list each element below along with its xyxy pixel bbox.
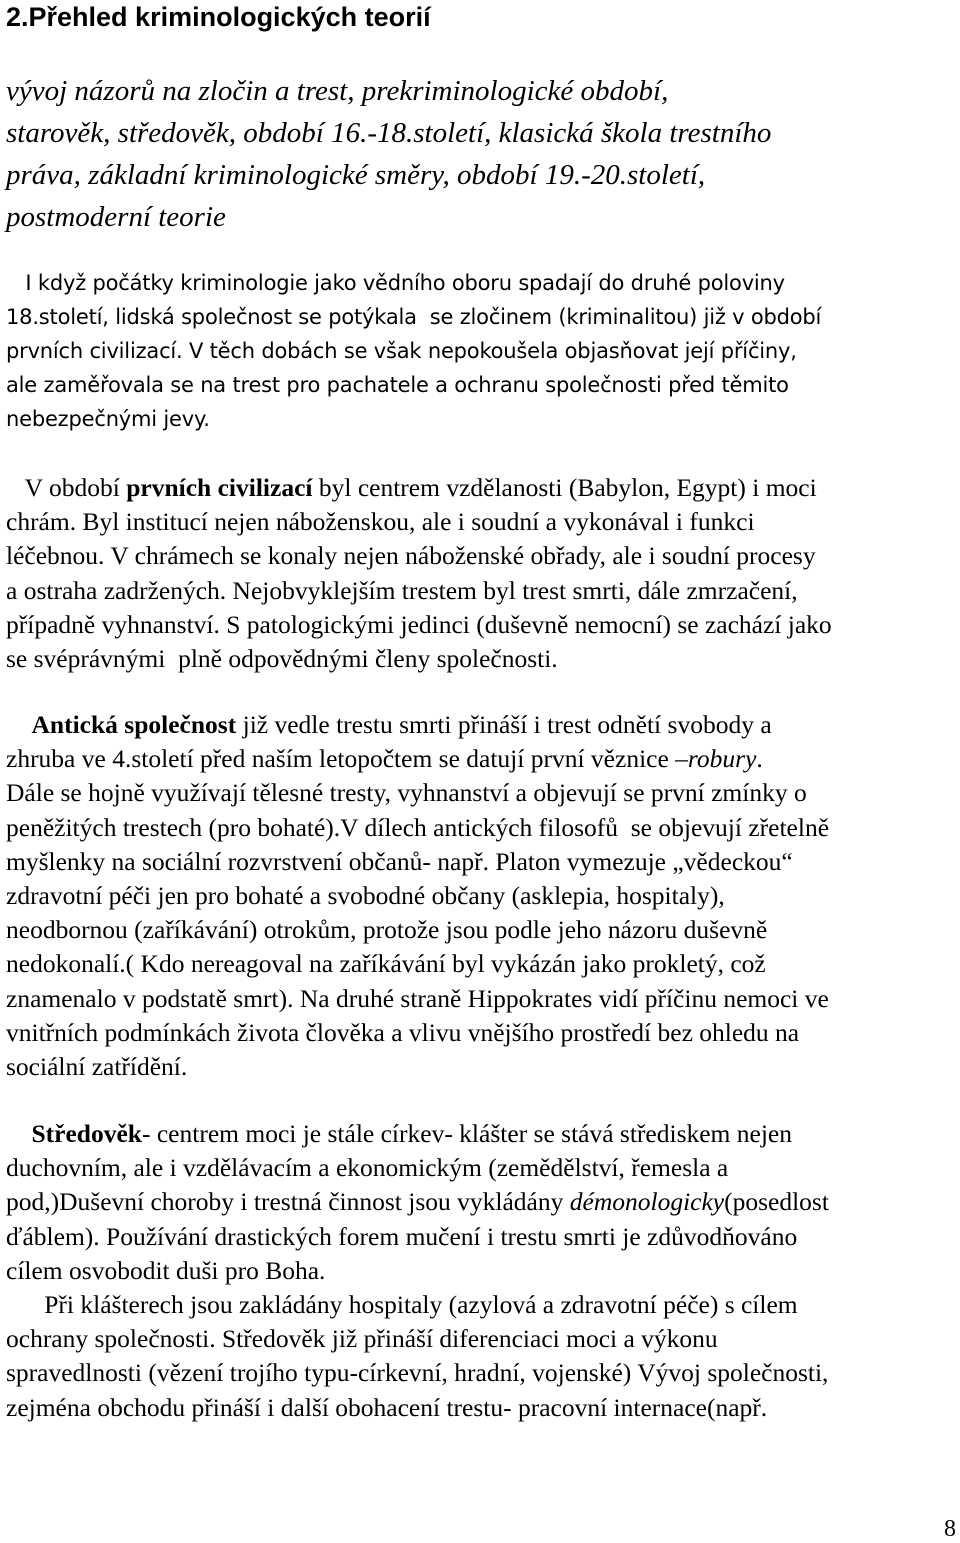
paragraph-line (6, 471, 954, 505)
paragraph-line: ochrany společnosti. Středověk již přináší diferenciaci moci a výkonu (6, 1324, 718, 1354)
paragraph-line: zejména obchodu přináší i další obohacení trestu- pracovní internace(např. (6, 1392, 768, 1422)
paragraph-text (6, 710, 32, 739)
paragraph-line: případně vyhnanství. S patologickými jedinci (duševně nemocní) se zachází jako (6, 609, 832, 639)
paragraph-line: chrám. Byl institucí nejen náboženskou, ale i soudní a vykonával i funkci (6, 507, 755, 537)
paragraph-text: zhruba ve 4.století před naším letopočtem se datují první věznice – (6, 744, 688, 774)
civilizations-paragraph (6, 471, 954, 676)
chapter-heading: 2.Přehled kriminologických teorií (6, 2, 431, 32)
paragraph-line: myšlenky na sociální rozvrstvení občanů- např. Platon vymezuje „vědeckou“ (6, 846, 793, 876)
page-number: 8 (944, 1516, 956, 1542)
paragraph-line (6, 742, 954, 776)
paragraph-line: sociální zatřídění. (6, 1052, 188, 1082)
paragraph-line: a ostraha zadržených. Nejobvyklejším trestem byl trest smrti, dále zmrzačení, (6, 575, 798, 605)
section-keyword: Antická společnost (31, 710, 237, 739)
paragraph-line: peněžitých trestech (pro bohaté).V dílech antických filosofů se objevují zřetelně (6, 812, 830, 842)
paragraph-line: neodbornou (zaříkávání) otrokům, protože jsou podle jeho názoru duševně (6, 915, 768, 945)
paragraph-line: ale zaměřovala se na trest pro pachatele a ochranu společnosti před těmito (6, 373, 789, 397)
paragraph-line: se svéprávnými plně odpovědnými členy společnosti. (6, 644, 558, 674)
section-keyword: prvních civilizací (126, 473, 313, 502)
chapter-subtitle (6, 70, 906, 238)
paragraph-line (6, 1185, 954, 1219)
paragraph-line: nedokonalí.( Kdo nereagoval na zaříkávání byl vykázán jako prokletý, což (6, 949, 766, 979)
paragraph-text (6, 1119, 32, 1148)
subtitle-line: starověk, středověk, období 16.-18.století, klasická škola trestního (6, 117, 772, 149)
paragraph-line (6, 708, 954, 742)
paragraph-text: byl centrem vzdělanosti (Babylon, Egypt) i moci (312, 473, 817, 502)
section-keyword: Středověk (31, 1119, 142, 1148)
emphasized-term: robury (687, 744, 757, 774)
paragraph-line (6, 1117, 954, 1151)
paragraph-line: ďáblem). Používání drastických forem mučení i trestu smrti je zdůvodňováno (6, 1221, 798, 1251)
paragraph-text: již vedle trestu smrti přináší i trest odnětí svobody a (236, 710, 772, 739)
intro-paragraph (6, 266, 954, 436)
paragraph-line: cílem osvobodit duši pro Boha. (6, 1255, 326, 1285)
paragraph-line: Dále se hojně využívají tělesné tresty, vyhnanství a objevují se první zmínky o (6, 778, 807, 808)
paragraph-line: vnitřních podmínkách života člověka a vlivu vnějšího prostředí bez ohledu na (6, 1017, 800, 1047)
subtitle-line: vývoj názorů na zločin a trest, prekriminologické období, (6, 75, 669, 107)
paragraph-text: V období (6, 473, 127, 502)
paragraph-line: I když počátky kriminologie jako vědního oboru spadají do druhé poloviny (6, 271, 785, 295)
paragraph-line: prvních civilizací. V těch dobách se však nepokoušela objasňovat její příčiny, (6, 339, 797, 363)
paragraph-line: 18.století, lidská společnost se potýkala se zločinem (kriminalitou) již v období (6, 305, 822, 329)
paragraph-text: (posedlost (724, 1187, 829, 1217)
paragraph-text: pod,)Duševní choroby i trestná činnost jsou vykládány (6, 1187, 570, 1217)
paragraph-text: . (756, 744, 763, 774)
emphasized-term: démonologicky (569, 1187, 725, 1217)
paragraph-line: zdravotní péči jen pro bohaté a svobodné občany (asklepia, hospitaly), (6, 881, 725, 911)
paragraph-line: léčebnou. V chrámech se konaly nejen náboženské obřady, ale i soudní procesy (6, 541, 816, 571)
paragraph-line: duchovním, ale i vzdělávacím a ekonomickým (zemědělství, řemesla a (6, 1153, 729, 1183)
antiquity-paragraph (6, 708, 954, 1084)
paragraph-line: nebezpečnými jevy. (6, 407, 210, 431)
paragraph-line: znamenalo v podstatě smrt). Na druhé straně Hippokrates vidí příčinu nemoci ve (6, 983, 829, 1013)
middle-ages-paragraph (6, 1117, 954, 1425)
paragraph-line: spravedlnosti (vězení trojího typu-církevní, hradní, vojenské) Vývoj společnosti, (6, 1358, 829, 1388)
paragraph-text: - centrem moci je stále církev- klášter se stává střediskem nejen (142, 1119, 792, 1148)
subtitle-line: postmoderní teorie (6, 201, 226, 233)
subtitle-line: práva, základní kriminologické směry, období 19.-20.století, (6, 159, 706, 191)
paragraph-line: Při klášterech jsou zakládány hospitaly (azylová a zdravotní péče) s cílem (6, 1290, 798, 1320)
